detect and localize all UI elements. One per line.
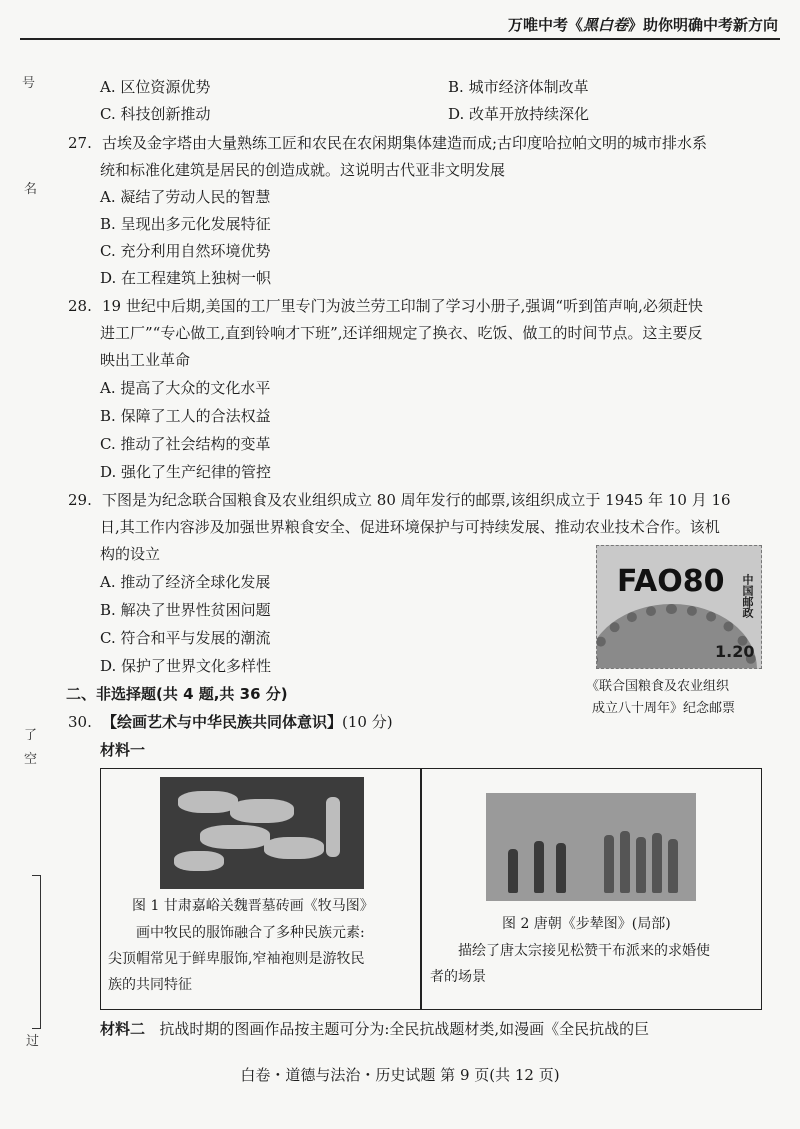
fig2-desc-line2: 者的场景: [430, 969, 486, 985]
q27-option-c[interactable]: C. 充分利用自然环境优势: [100, 242, 271, 260]
q27-option-d[interactable]: D. 在工程建筑上独树一帜: [100, 269, 272, 287]
q26-option-b[interactable]: B. 城市经济体制改革: [448, 78, 589, 96]
q28-option-a[interactable]: A. 提高了大众的文化水平: [100, 379, 271, 397]
page-footer: 白卷・道德与法治・历史试题 第 9 页(共 12 页): [240, 1066, 560, 1084]
q29-option-b[interactable]: B. 解决了世界性贫困问题: [100, 601, 271, 619]
margin-mark: 空: [24, 752, 38, 767]
margin-mark: 了: [24, 728, 38, 743]
q29-option-a[interactable]: A. 推动了经济全球化发展: [100, 573, 271, 591]
margin-mark: 名: [24, 182, 38, 197]
fig2-desc-line1: 描绘了唐太宗接见松赞干布派来的求婚使: [458, 943, 710, 959]
fao-stamp-image: [596, 545, 762, 669]
fig1-desc-line3: 族的共同特征: [108, 977, 192, 993]
q26-option-d[interactable]: D. 改革开放持续深化: [448, 105, 590, 123]
q28-option-b[interactable]: B. 保障了工人的合法权益: [100, 407, 271, 425]
q27-stem-line1: 27. 古埃及金字塔由大量熟练工匠和农民在农闲期集体建造而成;古印度哈拉帕文明的城市排水系: [68, 134, 708, 152]
q29-stem-line2: 日,其工作内容涉及加强世界粮食安全、促进环境保护与可持续发展、推动农业技术合作。该机: [100, 518, 720, 536]
material1-label: 材料一: [100, 741, 146, 759]
margin-mark: 号: [22, 76, 36, 91]
stamp-caption-line2: 成立八十周年》纪念邮票: [592, 701, 736, 716]
page-header: 万唯中考《黑白卷》助你明确中考新方向: [507, 16, 778, 34]
q28-option-d[interactable]: D. 强化了生产纪律的管控: [100, 463, 272, 481]
brand-highlight: 黑白卷: [582, 16, 628, 34]
fig2-bunian-painting: [486, 793, 696, 901]
stamp-caption-line1: 《联合国粮食及农业组织: [586, 679, 730, 694]
q29-option-c[interactable]: C. 符合和平与发展的潮流: [100, 629, 271, 647]
stamp-value: 1.20: [715, 642, 755, 661]
binding-bracket: [32, 875, 41, 1029]
fig1-desc-line1: 画中牧民的服饰融合了多种民族元素:: [136, 925, 365, 941]
q28-stem-line3: 映出工业革命: [100, 351, 191, 369]
material2-line: 材料二 抗战时期的图画作品按主题可分为:全民抗战题材类,如漫画《全民抗战的巨: [100, 1020, 650, 1038]
q27-stem-line2: 统和标准化建筑是居民的创造成就。这说明古代亚非文明发展: [100, 161, 506, 179]
q27-option-b[interactable]: B. 呈现出多元化发展特征: [100, 215, 271, 233]
material1-divider: [420, 768, 422, 1010]
header-rule: [20, 38, 780, 40]
q29-stem-line1: 29. 下图是为纪念联合国粮食及农业组织成立 80 周年发行的邮票,该组织成立于 1945 年 10 月 16: [68, 491, 731, 509]
q30-heading: 30. 【绘画艺术与中华民族共同体意识】(10 分): [68, 713, 393, 731]
fig1-desc-line2: 尖顶帽常见于鲜卑服饰,窄袖袍则是游牧民: [108, 951, 365, 967]
q28-stem-line2: 进工厂”“专心做工,直到铃响才下班”,还详细规定了换衣、吃饭、做工的时间节点。这主要反: [100, 324, 703, 342]
fig2-caption: 图 2 唐朝《步辇图》(局部): [502, 916, 671, 932]
section-title: 二、非选择题(共 4 题,共 36 分): [66, 685, 288, 703]
q29-option-d[interactable]: D. 保护了世界文化多样性: [100, 657, 272, 675]
stamp-logo: FAO80: [617, 564, 725, 599]
q28-option-c[interactable]: C. 推动了社会结构的变革: [100, 435, 271, 453]
q26-option-a[interactable]: A. 区位资源优势: [100, 78, 211, 96]
margin-mark: 过: [26, 1034, 40, 1049]
fig1-caption: 图 1 甘肃嘉峪关魏晋墓砖画《牧马图》: [132, 898, 374, 914]
fig1-herding-painting: [160, 777, 364, 889]
q29-stem-line3: 构的设立: [100, 545, 161, 563]
q28-stem-line1: 28. 19 世纪中后期,美国的工厂里专门为波兰劳工印制了学习小册子,强调“听到笛声响,必须赶快: [68, 297, 703, 315]
stamp-country: 中国邮政: [741, 574, 754, 618]
q26-option-c[interactable]: C. 科技创新推动: [100, 105, 211, 123]
q27-option-a[interactable]: A. 凝结了劳动人民的智慧: [100, 188, 271, 206]
